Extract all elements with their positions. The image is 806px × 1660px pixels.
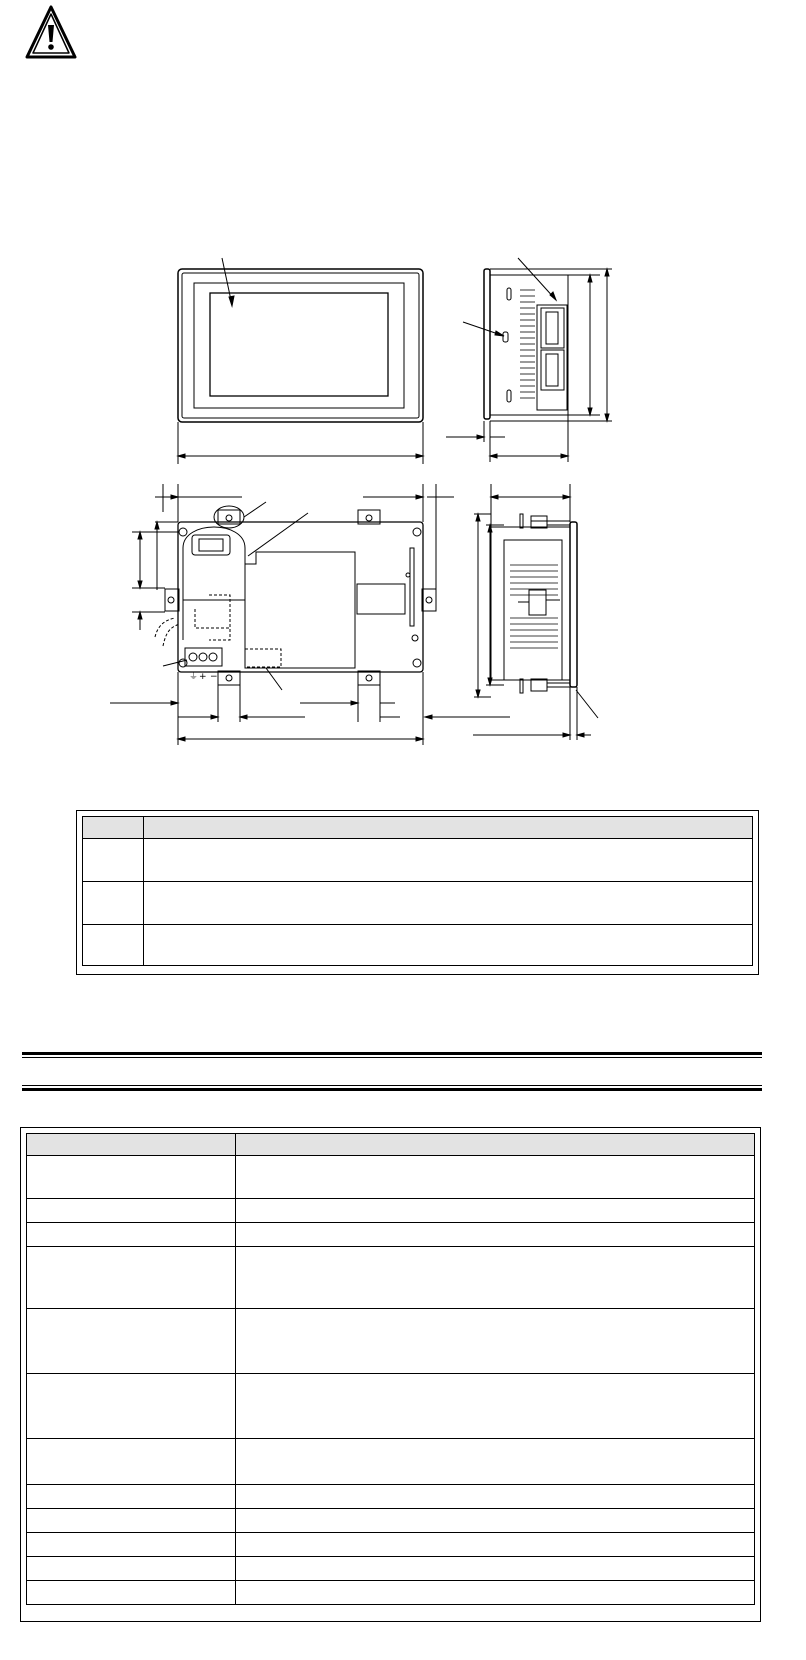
- table-row: [27, 1485, 755, 1509]
- table-row: [83, 839, 753, 882]
- rear-view-drawing: [110, 484, 510, 745]
- table-2-header: [27, 1134, 236, 1156]
- table-cell: [27, 1533, 236, 1557]
- side-mount-view-drawing: [473, 484, 598, 740]
- table-cell: [236, 1223, 755, 1247]
- table-row: [27, 1557, 755, 1581]
- table-1: [76, 810, 759, 975]
- table-row: [27, 1439, 755, 1485]
- table-cell: [27, 1374, 236, 1439]
- table-cell: [236, 1581, 755, 1605]
- svg-text:−: −: [210, 672, 218, 682]
- table-row: [27, 1581, 755, 1605]
- table-cell: [236, 1485, 755, 1509]
- table-cell: [83, 925, 144, 966]
- table-cell: [27, 1581, 236, 1605]
- table-cell: [144, 925, 753, 966]
- table-row: [27, 1533, 755, 1557]
- table-cell: [236, 1309, 755, 1374]
- table-cell: [27, 1309, 236, 1374]
- table-cell: [27, 1485, 236, 1509]
- table-cell: [27, 1247, 236, 1309]
- table-row: [27, 1156, 755, 1199]
- table-cell: [236, 1374, 755, 1439]
- table-2: [20, 1127, 761, 1622]
- table-cell: [236, 1533, 755, 1557]
- table-cell: [236, 1439, 755, 1485]
- table-row: [27, 1309, 755, 1374]
- section-rule-top: [22, 1052, 762, 1058]
- terminal-symbols: [189, 671, 218, 682]
- svg-text:+: +: [199, 672, 207, 682]
- section-rule-bottom: [22, 1085, 762, 1091]
- table-row: [27, 1223, 755, 1247]
- table-cell: [144, 839, 753, 882]
- table-cell: [27, 1439, 236, 1485]
- dimension-drawings: [0, 0, 806, 800]
- table-row: [27, 1199, 755, 1223]
- table-cell: [83, 882, 144, 925]
- table-cell: [27, 1156, 236, 1199]
- table-cell: [27, 1223, 236, 1247]
- table-cell: [27, 1199, 236, 1223]
- table-cell: [236, 1199, 755, 1223]
- table-2-header: [236, 1134, 755, 1156]
- svg-text:⏚: ⏚: [189, 672, 199, 682]
- table-row: [83, 925, 753, 966]
- table-1-header: [83, 817, 144, 839]
- table-cell: [27, 1509, 236, 1533]
- table-cell: [236, 1557, 755, 1581]
- table-cell: [83, 839, 144, 882]
- table-1-header: [144, 817, 753, 839]
- table-cell: [27, 1557, 236, 1581]
- table-row: [27, 1374, 755, 1439]
- table-row: [27, 1509, 755, 1533]
- table-row: [27, 1247, 755, 1309]
- table-cell: [236, 1509, 755, 1533]
- table-cell: [144, 882, 753, 925]
- table-cell: [236, 1247, 755, 1309]
- table-cell: [236, 1156, 755, 1199]
- table-row: [83, 882, 753, 925]
- side-view-drawing: [446, 258, 612, 462]
- front-view-drawing: [178, 258, 423, 464]
